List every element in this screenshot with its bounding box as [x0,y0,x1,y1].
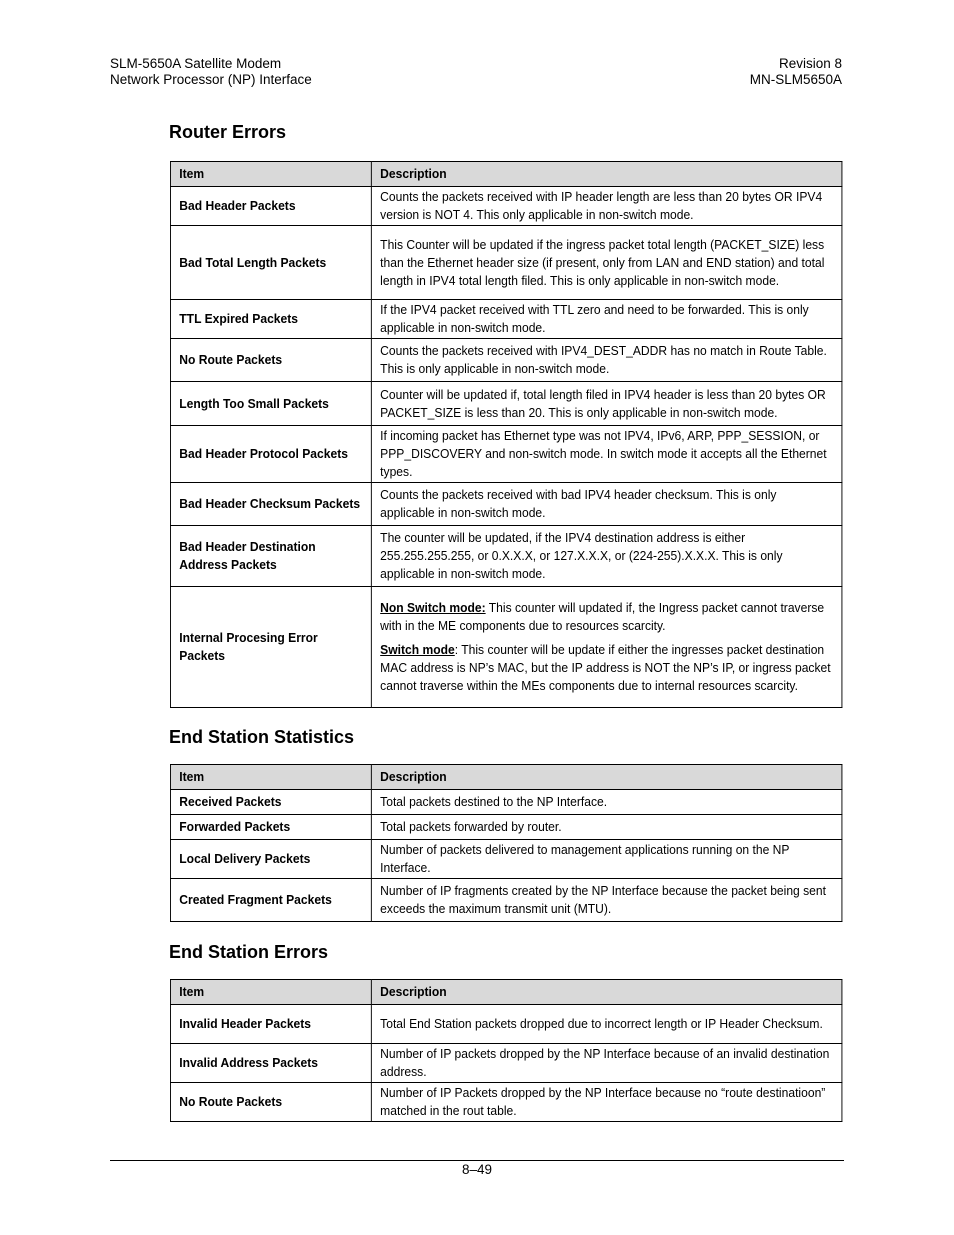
row-item: Bad Header Packets [170,187,371,226]
column-header-description: Description [371,765,842,790]
column-header-item: Item [170,162,371,187]
table-row [170,483,841,526]
end-station-errors-table [170,979,842,1122]
row-item: Length Too Small Packets [170,382,371,426]
revision-label: Revision 8 [778,56,842,71]
row-item: Invalid Address Packets [170,1044,371,1083]
row-item: No Route Packets [170,1083,371,1122]
row-item: Bad Header Destination Address Packets [170,526,371,587]
router-errors-heading: Router Errors [169,122,287,142]
table-row [170,382,841,426]
row-item: Internal Procesing Error Packets [170,587,371,708]
row-item: Bad Total Length Packets [170,226,371,300]
row-description: Number of IP Packets dropped by the NP Interface because no “route destinatioon” matched in the rout table. [371,1083,842,1122]
row-description: Total packets forwarded by router. [371,815,842,840]
row-item: Forwarded Packets [170,815,371,840]
row-item: No Route Packets [170,339,371,382]
column-header-item: Item [170,765,371,790]
table-row [170,1005,841,1044]
end-station-errors-heading: End Station Errors [169,942,329,962]
table-row [170,187,841,226]
non-switch-mode-label: Non Switch mode: [380,600,486,615]
row-item: Bad Header Checksum Packets [170,483,371,526]
row-description: If incoming packet has Ethernet type was not IPV4, IPv6, ARP, PPP_SESSION, or PPP_DISCOVERY and non-switch mode. In switch mode it accepts all the Ethernet types. [371,426,842,483]
non-switch-mode-text: This counter will updated if, the Ingress packet cannot traverse with in the ME components due to resources scarcity. [380,600,825,633]
table-row [170,840,841,879]
table-row [170,339,841,382]
table-row [170,300,841,339]
row-description: Total packets destined to the NP Interface. [371,790,842,815]
manual-number: MN-SLM5650A [749,72,842,87]
row-item: Created Fragment Packets [170,879,371,922]
table-row [170,526,841,587]
footer-divider [110,1160,844,1161]
table-header-row [170,162,841,187]
row-description: Counts the packets received with IPV4_DEST_ADDR has no match in Route Table. This is only applicable in non-switch mode. [371,339,842,382]
row-item: TTL Expired Packets [170,300,371,339]
end-station-statistics-heading: End Station Statistics [169,727,355,747]
switch-mode-text: : This counter will be update if either the ingresses packet destination MAC address is NP’s MAC, but the IP address is NOT the NP’s IP, or ingress packet cannot traverse within the MEs components due to internal resources scarcity. [380,642,831,693]
row-item: Invalid Header Packets [170,1005,371,1044]
switch-mode-label: Switch mode [380,642,455,657]
non-switch-mode-paragraph [380,599,833,635]
end-station-statistics-table [170,764,842,922]
table-row [170,1044,841,1083]
row-description: Counts the packets received with bad IPV4 header checksum. This is only applicable in non-switch mode. [371,483,842,526]
row-description: Counter will be updated if, total length filed in IPV4 header is less than 20 bytes OR PACKET_SIZE is less than 20. This is only applicable in non-switch mode. [371,382,842,426]
table-row [170,587,841,708]
row-item: Local Delivery Packets [170,840,371,879]
table-header-row [170,980,841,1005]
row-description: This Counter will be updated if the ingress packet total length (PACKET_SIZE) less than the Ethernet header size (if present, only from LAN and END station) and total length in IPV4 total length filed. This is only applicable in non-switch mode. [371,226,842,300]
row-item: Received Packets [170,790,371,815]
table-row [170,1083,841,1122]
table-header-row [170,765,841,790]
document-title: SLM-5650A Satellite Modem [110,56,282,71]
running-header-left [110,56,312,88]
table-row [170,790,841,815]
table-row [170,426,841,483]
column-header-description: Description [371,980,842,1005]
column-header-item: Item [170,980,371,1005]
page-number: 8–49 [461,1162,493,1177]
document-subtitle: Network Processor (NP) Interface [110,72,312,87]
row-description: Number of IP fragments created by the NP Interface because the packet being sent exceeds the maximum transmit unit (MTU). [371,879,842,922]
table-row [170,879,841,922]
table-row [170,226,841,300]
table-row [170,815,841,840]
router-errors-table [170,161,842,708]
switch-mode-paragraph [380,641,833,695]
row-item: Bad Header Protocol Packets [170,426,371,483]
row-description: The counter will be updated, if the IPV4 destination address is either 255.255.255.255, or 0.X.X.X, or 127.X.X.X, or (224-255).X.X.X. This is only applicable in non-switch mode. [371,526,842,587]
row-description: Number of IP packets dropped by the NP Interface because of an invalid destination address. [371,1044,842,1083]
row-description: Total End Station packets dropped due to incorrect length or IP Header Checksum. [371,1005,842,1044]
column-header-description: Description [371,162,842,187]
row-description: If the IPV4 packet received with TTL zero and need to be forwarded. This is only applicable in non-switch mode. [371,300,842,339]
row-description: Number of packets delivered to management applications running on the NP Interface. [371,840,842,879]
running-header-right [750,56,842,88]
row-description [371,587,842,708]
row-description: Counts the packets received with IP header length are less than 20 bytes OR IPV4 version is NOT 4. This only applicable in non-switch mode. [371,187,842,226]
